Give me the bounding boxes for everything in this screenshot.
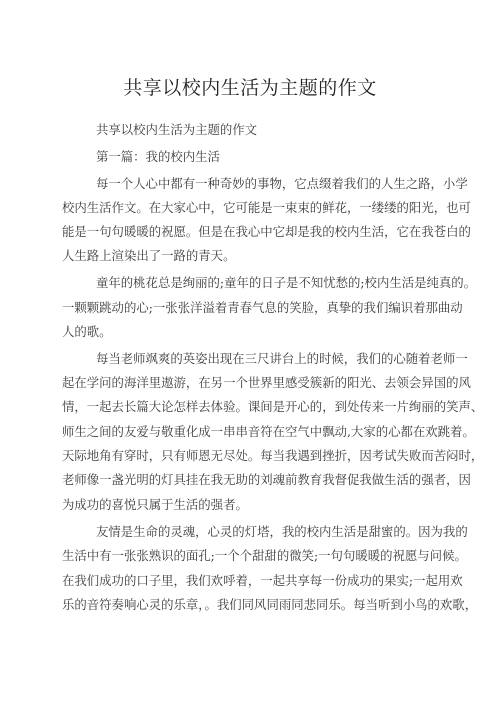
paragraph-line: 每当老师飒爽的英姿出现在三尺讲台上的时候，我们的心随着老师一 — [96, 351, 468, 366]
paragraph-line: 校内生活作文。在大家心中，它可能是一束束的鲜花，一缕缕的阳光，也可 — [62, 200, 471, 215]
paragraph-line: 一颗颗跳动的心;一张张洋溢着青春气息的笑脸，真挚的我们编识着那曲动 — [62, 300, 463, 315]
paragraph-line: 生活中有一张张熟识的面孔;一个个甜甜的微笑;一句句暖暖的祝愿与问候。 — [62, 548, 467, 563]
paragraph-line: 为成功的喜悦只属于生活的强者。 — [62, 497, 248, 512]
paragraph-line: 师生之间的友爱与敬重化成一串串音符在空气中飘动,大家的心都在欢跳着。 — [62, 424, 475, 439]
paragraph-line: 在我们成功的口子里，我们欢呼着，一起共享每一份成功的果实;一起用欢 — [62, 573, 463, 588]
paragraph-line: 人的歌。 — [62, 324, 112, 339]
document-title: 共享以校内生活为主题的作文 — [123, 77, 377, 99]
paragraph-line: 老师像一盏光明的灯具挂在我无助的刘魂前教育我督促我做生活的强者，因 — [62, 472, 471, 487]
paragraph-line: 乐的音符奏响心灵的乐章，。我们同风同雨同悲同乐。每当听到小鸟的欢歌， — [62, 597, 478, 612]
section-heading: 第一篇：我的校内生活 — [96, 149, 220, 164]
paragraph-line: 童年的桃花总是绚丽的;童年的日子是不知忧愁的;校内生活是纯真的。 — [96, 275, 477, 290]
paragraph-line: 情，一起去长篇大论怎样去体验。课间是开心的，到处传来一片绚丽的笑声、 — [62, 399, 484, 414]
subtitle-line: 共享以校内生活为主题的作文 — [96, 122, 258, 137]
paragraph-line: 天际地角有穿时，只有师恩无尽处。每当我遇到挫折，因考试失败而苦闷时， — [62, 448, 484, 463]
paragraph-line: 每一个人心中都有一种奇妙的事物，它点缀着我们的人生之路，小学 — [96, 176, 468, 191]
paragraph-line: 人生路上渲染出了一路的青天。 — [62, 248, 236, 263]
paragraph-line: 起在学问的海洋里遨游，在另一个世界里感受簇新的阳光、去领会异国的风 — [62, 375, 471, 390]
paragraph-line: 能是一句句暖暖的祝愿。但是在我心中它却是我的校内生活，它在我苍白的 — [62, 224, 471, 239]
paragraph-line: 友情是生命的灵魂，心灵的灯塔，我的校内生活是甜蜜的。因为我的 — [96, 524, 468, 539]
